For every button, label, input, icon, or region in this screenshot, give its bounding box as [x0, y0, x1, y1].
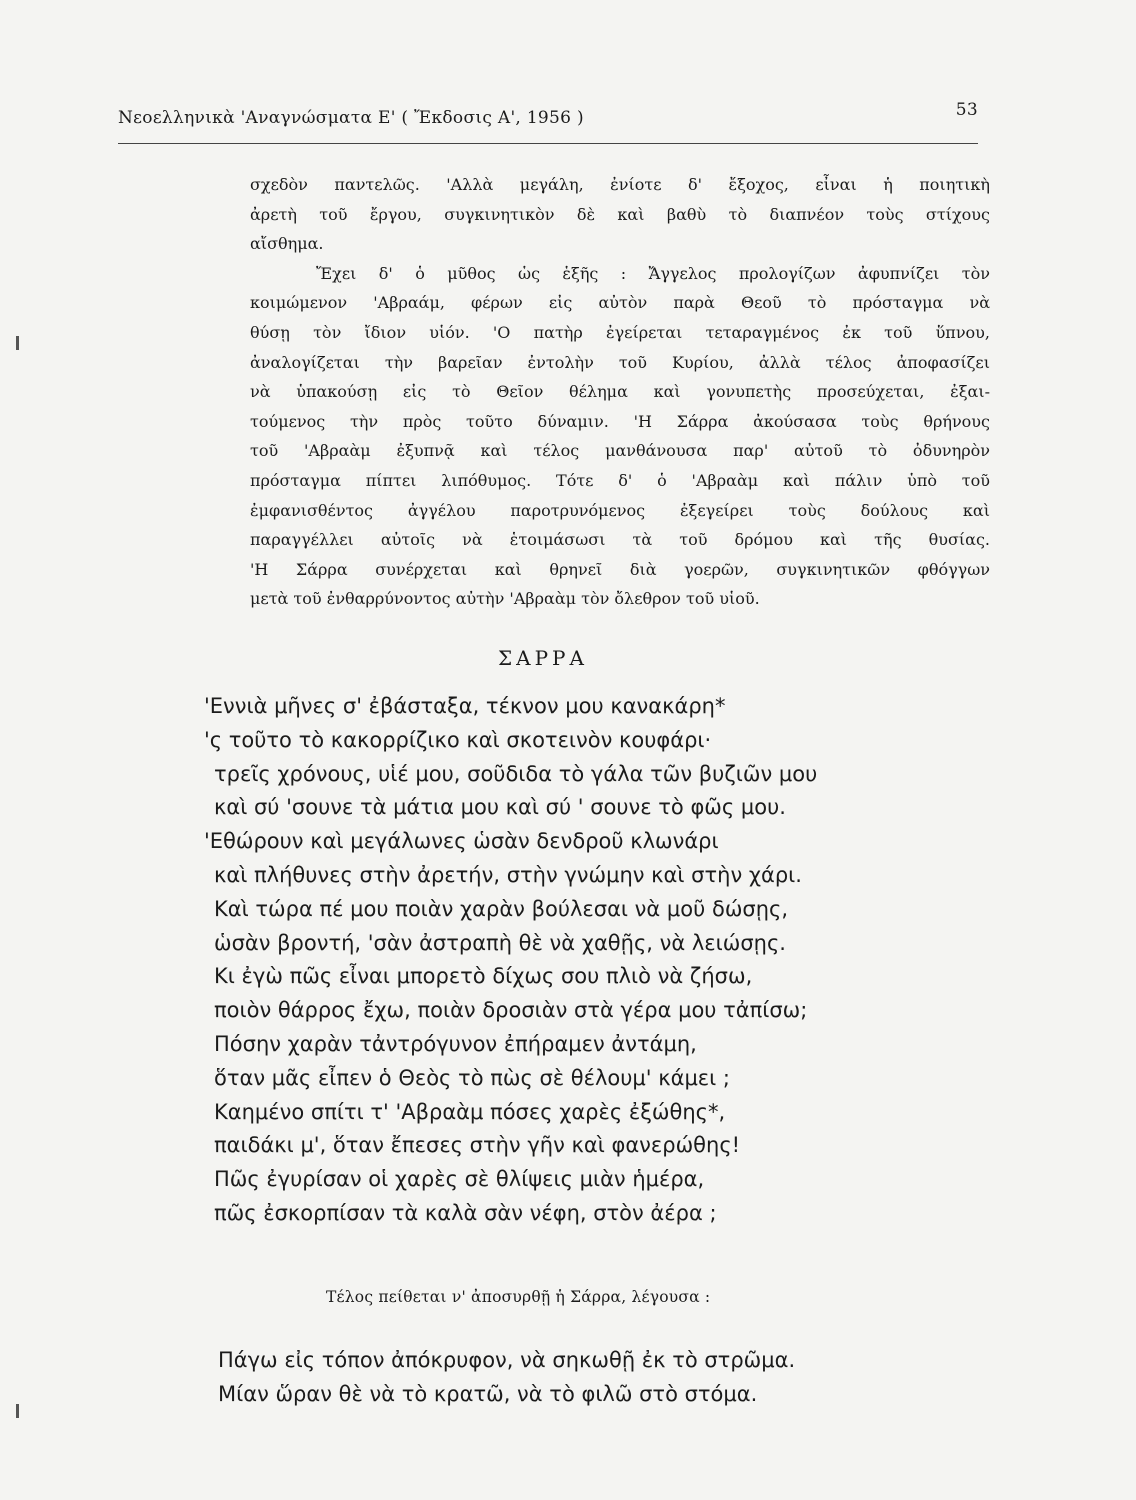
poem-title: ΣΑΡΡΑ [498, 646, 588, 670]
poem-line: καὶ πλήθυνες στὴν ἀρετήν, στὴν γνώμην καὶ στὴν χάρι. [214, 862, 802, 887]
poem-line: ποιὸν θάρρος ἔχω, ποιὰν δροσιὰν στὰ γέρα μου τἀπίσω; [214, 998, 808, 1023]
margin-mark [16, 1404, 19, 1418]
header-rule [118, 143, 978, 144]
poem-line: ὡσὰν βροντή, 'σὰν ἀστραπὴ θὲ νὰ χαθῇς, νὰ λειώσῃς. [214, 930, 786, 955]
poem-line: Καημένο σπίτι τ' 'Αβραὰμ πόσες χαρὲς ἐξώθης*, [214, 1099, 726, 1124]
poem-line: ὅταν μᾶς εἶπεν ὁ Θεὸς τὸ πὼς σὲ θέλουμ' κάμει ; [214, 1065, 731, 1090]
poem-line: Κι ἐγὼ πῶς εἶναι μπορετὸ δίχως σου πλιὸ νὰ ζήσω, [214, 964, 753, 989]
page-number: 53 [955, 100, 978, 120]
poem-line: Πῶς ἐγυρίσαν οἱ χαρὲς σὲ θλίψεις μιὰν ἡμέρα, [214, 1167, 705, 1192]
poem-line: 'Εθώρουν καὶ μεγάλωνες ὡσὰν δενδροῦ κλωνάρι [204, 829, 719, 854]
poem-line: πῶς ἐσκορπίσαν τὰ καλὰ σὰν νέφη, στὸν ἀέρα ; [214, 1200, 717, 1225]
prose-line: νὰ ὑπακούσῃ εἰς τὸ Θεῖον θέλημα καὶ γονυπετὴς προσεύχεται, ἐξαι- [250, 382, 990, 402]
prose-line: ἀναλογίζεται τὴν βαρεῖαν ἐντολὴν τοῦ Κυρίου, ἀλλὰ τέλος ἀποφασίζει [250, 352, 990, 372]
prose-line: κοιμώμενον 'Αβραάμ, φέρων εἰς αὐτὸν παρὰ Θεοῦ τὸ πρόσταγμα νὰ [250, 293, 990, 313]
prose-line: αἴσθημα. [250, 234, 324, 254]
prose-line: σχεδὸν παντελῶς. 'Αλλὰ μεγάλη, ἐνίοτε δ' ἔξοχος, εἶναι ἡ ποιητικὴ [250, 175, 990, 194]
poem-line: Πόσην χαρὰν τἀντρόγυνον ἐπήραμεν ἀντάμη, [214, 1031, 697, 1056]
poem-line: τρεῖς χρόνους, υἱέ μου, σοῦδιδα τὸ γάλα τῶν βυζιῶν μου [214, 761, 818, 786]
prose-line: μετὰ τοῦ ἐνθαρρύνοντος αὐτὴν 'Αβραὰμ τὸν ὄλεθρον τοῦ υἱοῦ. [250, 589, 760, 609]
prose-line: τούμενος τὴν πρὸς τοῦτο δύναμιν. 'Η Σάρρα ἀκούσασα τοὺς θρήνους [250, 411, 990, 431]
poem-verses [204, 690, 994, 1231]
poem-line: Πάγω εἰς τόπον ἀπόκρυφον, νὰ σηκωθῇ ἐκ τὸ στρῶμα. [218, 1348, 796, 1372]
stage-direction: Τέλος πείθεται ν' ἀποσυρθῇ ἡ Σάρρα, λέγουσα : [326, 1288, 711, 1306]
poem-line: καὶ σύ 'σουνε τὰ μάτια μου καὶ σύ ' σουνε τὸ φῶς μου. [214, 795, 786, 820]
poem-line: Καὶ τώρα πέ μου ποιὰν χαρὰν βούλεσαι νὰ μοῦ δώσῃς, [214, 896, 789, 921]
prose-line: Ἔχει δ' ὁ μῦθος ὡς ἑξῆς : Ἄγγελος προλογίζων ἀφυπνίζει τὸν [316, 263, 990, 283]
poem-line: παιδάκι μ', ὅταν ἔπεσες στὴν γῆν καὶ φανερώθης! [214, 1133, 741, 1158]
prose-block [250, 170, 990, 614]
prose-line: ἀρετὴ τοῦ ἔργου, συγκινητικὸν δὲ καὶ βαθὺ τὸ διαπνέον τοὺς στίχους [250, 204, 990, 224]
header-title: Νεοελληνικὰ 'Αναγνώσματα Ε' ( Ἔκδοσις Α', 1956 ) [118, 108, 584, 128]
prose-line: πρόσταγμα πίπτει λιπόθυμος. Τότε δ' ὁ 'Αβραὰμ καὶ πάλιν ὑπὸ τοῦ [250, 470, 990, 490]
prose-line: τοῦ 'Αβραὰμ ἐξυπνᾷ καὶ τέλος μανθάνουσα παρ' αὐτοῦ τὸ ὀδυνηρὸν [250, 441, 990, 461]
poem-line: 'ς τοῦτο τὸ κακορρίζικο καὶ σκοτεινὸν κουφάρι· [204, 727, 712, 752]
closing-verses [218, 1344, 998, 1412]
poem-line: Μίαν ὥραν θὲ νὰ τὸ κρατῶ, νὰ τὸ φιλῶ στὸ στόμα. [218, 1381, 758, 1406]
prose-line: θύσῃ τὸν ἴδιον υἱόν. 'Ο πατὴρ ἐγείρεται τεταραγμένος ἐκ τοῦ ὕπνου, [250, 322, 990, 342]
poem-line: 'Εννιὰ μῆνες σ' ἐβάσταξα, τέκνον μου κανακάρη* [204, 694, 726, 718]
prose-line: ἐμφανισθέντος ἀγγέλου παροτρυνόμενος ἐξεγείρει τοὺς δούλους καὶ [250, 500, 990, 520]
prose-line: 'Η Σάρρα συνέρχεται καὶ θρηνεῖ διὰ γοερῶν, συγκινητικῶν φθόγγων [250, 559, 990, 579]
running-header [118, 100, 978, 140]
prose-line: παραγγέλλει αὐτοῖς νὰ ἑτοιμάσωσι τὰ τοῦ δρόμου καὶ τῆς θυσίας. [250, 530, 990, 550]
margin-mark [16, 336, 19, 350]
